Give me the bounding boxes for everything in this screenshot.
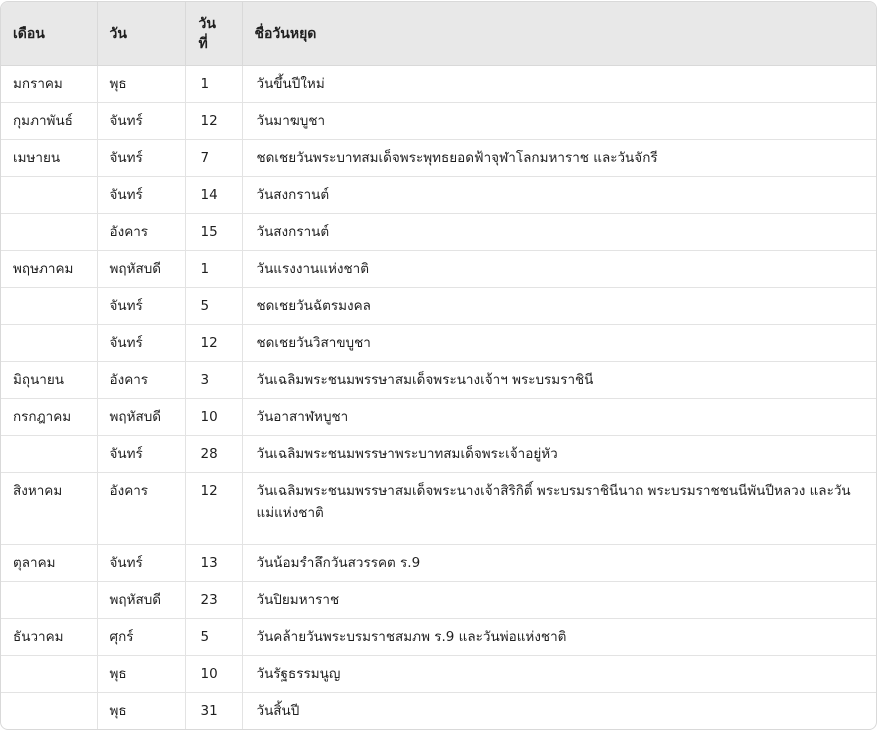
cell-day: อังคาร: [97, 473, 185, 545]
table-row: [1, 325, 876, 362]
cell-month: [1, 436, 97, 473]
cell-date: 15: [185, 214, 242, 251]
cell-holiday-name: วันขึ้นปีใหม่: [242, 66, 876, 103]
cell-month: กุมภาพันธ์: [1, 103, 97, 140]
cell-day: จันทร์: [97, 325, 185, 362]
cell-month: พฤษภาคม: [1, 251, 97, 288]
cell-month: [1, 177, 97, 214]
cell-month: กรกฎาคม: [1, 399, 97, 436]
holiday-table: [1, 2, 876, 729]
cell-day: พฤหัสบดี: [97, 582, 185, 619]
cell-date: 14: [185, 177, 242, 214]
cell-holiday-name: ชดเชยวันฉัตรมงคล: [242, 288, 876, 325]
cell-date: 12: [185, 103, 242, 140]
cell-day: จันทร์: [97, 103, 185, 140]
cell-month: ตุลาคม: [1, 545, 97, 582]
cell-day: พุธ: [97, 66, 185, 103]
cell-holiday-name: วันเฉลิมพระชนมพรรษาสมเด็จพระนางเจ้าสิริกิติ์ พระบรมราชินีนาถ พระบรมราชชนนีพันปีหลวง และวันแม่แห่งชาติ: [242, 473, 876, 545]
cell-month: [1, 325, 97, 362]
cell-day: อังคาร: [97, 214, 185, 251]
cell-holiday-name: ชดเชยวันวิสาขบูชา: [242, 325, 876, 362]
cell-day: จันทร์: [97, 545, 185, 582]
cell-month: สิงหาคม: [1, 473, 97, 545]
table-row: [1, 582, 876, 619]
cell-holiday-name: วันมาฆบูชา: [242, 103, 876, 140]
header-holiday-name: ชื่อวันหยุด: [242, 2, 876, 66]
cell-day: จันทร์: [97, 140, 185, 177]
cell-date: 13: [185, 545, 242, 582]
cell-date: 23: [185, 582, 242, 619]
cell-month: [1, 582, 97, 619]
table-row: [1, 656, 876, 693]
cell-date: 31: [185, 693, 242, 730]
cell-date: 7: [185, 140, 242, 177]
holiday-table-container: [0, 1, 877, 730]
header-date-line1: วัน: [198, 15, 216, 32]
cell-day: พฤหัสบดี: [97, 251, 185, 288]
cell-holiday-name: ชดเชยวันพระบาทสมเด็จพระพุทธยอดฟ้าจุฬาโลกมหาราช และวันจักรี: [242, 140, 876, 177]
cell-month: [1, 288, 97, 325]
header-day: วัน: [97, 2, 185, 66]
cell-month: มกราคม: [1, 66, 97, 103]
cell-day: จันทร์: [97, 177, 185, 214]
cell-month: [1, 693, 97, 730]
header-date: [185, 2, 242, 66]
table-row: [1, 545, 876, 582]
table-row: [1, 362, 876, 399]
cell-holiday-name: วันปิยมหาราช: [242, 582, 876, 619]
cell-day: จันทร์: [97, 288, 185, 325]
cell-date: 10: [185, 399, 242, 436]
cell-day: อังคาร: [97, 362, 185, 399]
table-row: [1, 288, 876, 325]
table-row: [1, 103, 876, 140]
cell-date: 5: [185, 288, 242, 325]
table-row: [1, 399, 876, 436]
cell-holiday-name: วันเฉลิมพระชนมพรรษาสมเด็จพระนางเจ้าฯ พระบรมราชินี: [242, 362, 876, 399]
cell-month: เมษายน: [1, 140, 97, 177]
cell-holiday-name: วันคล้ายวันพระบรมราชสมภพ ร.9 และวันพ่อแห่งชาติ: [242, 619, 876, 656]
header-row: [1, 2, 876, 66]
cell-holiday-name: วันเฉลิมพระชนมพรรษาพระบาทสมเด็จพระเจ้าอยู่หัว: [242, 436, 876, 473]
table-row: [1, 177, 876, 214]
cell-day: พุธ: [97, 693, 185, 730]
table-row: [1, 140, 876, 177]
table-row: [1, 436, 876, 473]
cell-holiday-name: วันสิ้นปี: [256, 703, 300, 719]
cell-date: 5: [185, 619, 242, 656]
cell-month: มิถุนายน: [1, 362, 97, 399]
cell-date: 28: [185, 436, 242, 473]
cell-day: ศุกร์: [97, 619, 185, 656]
cell-holiday-name: วันรัฐธรรมนูญ: [242, 656, 876, 693]
cell-holiday-name: วันสงกรานต์: [242, 177, 876, 214]
cell-day: พฤหัสบดี: [97, 399, 185, 436]
cell-day: พุธ: [97, 656, 185, 693]
cell-holiday-name: วันสงกรานต์: [242, 214, 876, 251]
cell-date: 3: [185, 362, 242, 399]
table-body: [1, 66, 876, 730]
cell-month: ธันวาคม: [1, 619, 97, 656]
table-row: [1, 693, 876, 730]
cell-holiday-name: วันน้อมรำลึกวันสวรรคต ร.9: [242, 545, 876, 582]
cell-holiday-name: วันอาสาฬหบูชา: [242, 399, 876, 436]
cell-date: 12: [185, 473, 242, 545]
cell-day: จันทร์: [97, 436, 185, 473]
cell-date: 1: [185, 251, 242, 288]
table-row: [1, 473, 876, 545]
cell-month: [1, 214, 97, 251]
table-row: [1, 619, 876, 656]
cell-date: 10: [185, 656, 242, 693]
cell-month: [1, 656, 97, 693]
table-row: [1, 66, 876, 103]
table-row: [1, 214, 876, 251]
cell-date: 1: [185, 66, 242, 103]
cell-date: 12: [185, 325, 242, 362]
cell-holiday-name: วันแรงงานแห่งชาติ: [242, 251, 876, 288]
table-header: [1, 2, 876, 66]
header-date-line2: ที่: [198, 35, 208, 52]
table-row: [1, 251, 876, 288]
header-month: เดือน: [1, 2, 97, 66]
